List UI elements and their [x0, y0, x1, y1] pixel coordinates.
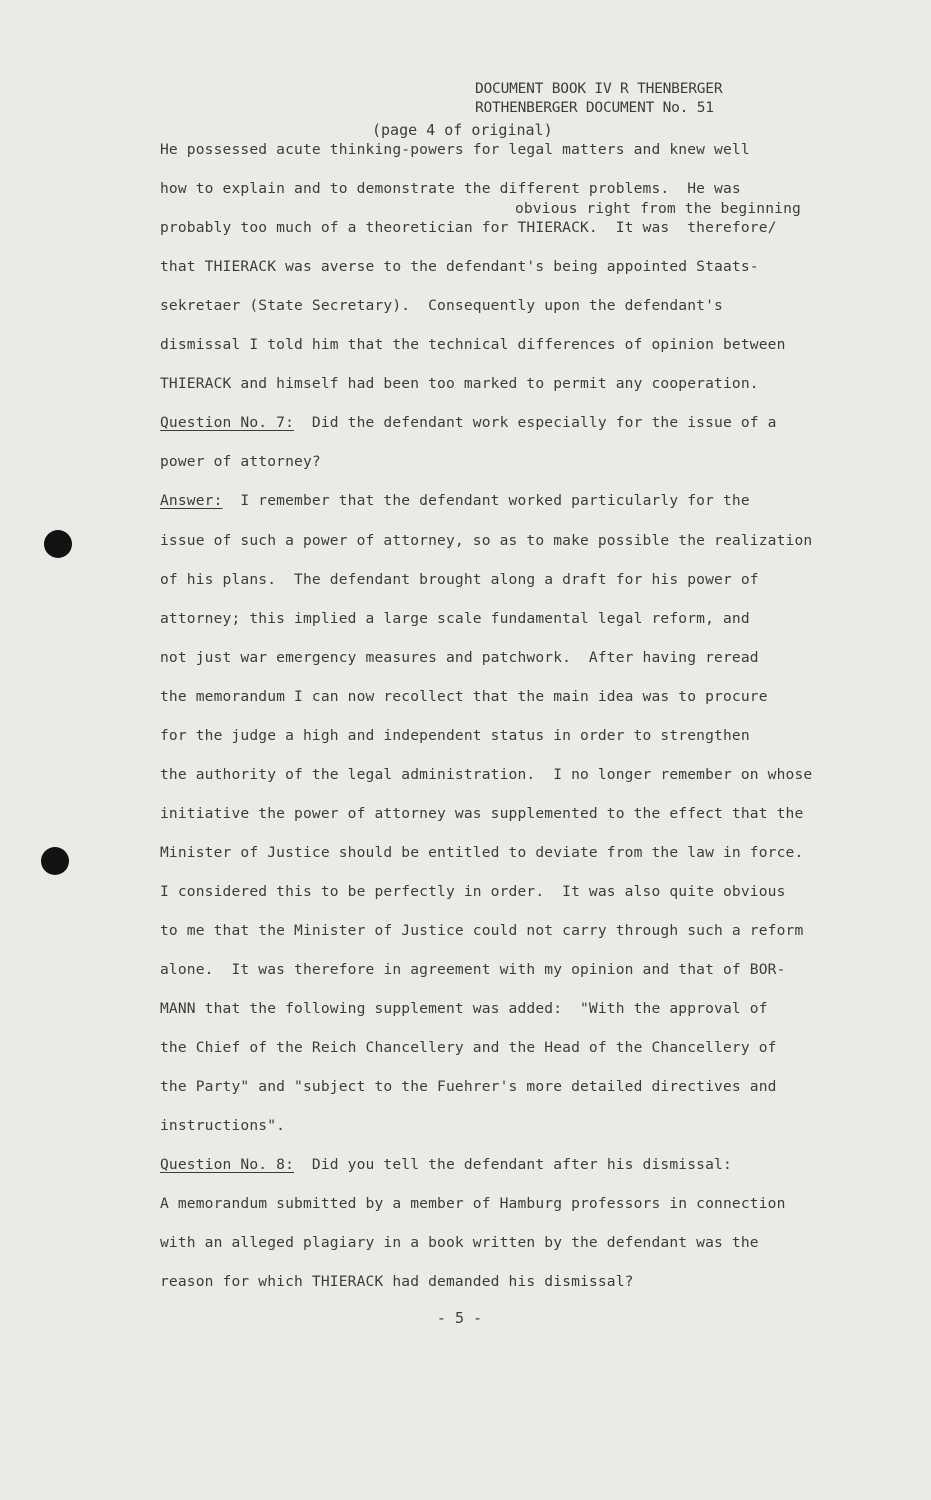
- body-line: [160, 922, 803, 939]
- body-line: [160, 571, 759, 588]
- line-text: issue of such a power of attorney, so as to make possible the realization: [160, 531, 813, 549]
- line-text: THIERACK and himself had been too marked to permit any cooperation.: [160, 375, 759, 393]
- line-text: A memorandum submitted by a member of Hamburg professors in connection: [160, 1195, 786, 1213]
- line-text: attorney; this implied a large scale fundamental legal reform, and: [160, 609, 750, 627]
- body-line: [160, 258, 759, 275]
- line-text: of his plans. The defendant brought along a draft for his power of: [160, 570, 759, 588]
- body-line: [160, 649, 759, 666]
- body-line: [160, 727, 750, 744]
- line-text: the Party" and "subject to the Fuehrer's more detailed directives and: [160, 1078, 777, 1096]
- line-text: reason for which THIERACK had demanded his dismissal?: [160, 1273, 634, 1291]
- line-text: Did you tell the defendant after his dismissal:: [294, 1156, 732, 1174]
- punch-hole-upper: [44, 530, 72, 558]
- body-line: [160, 1273, 634, 1290]
- body-line: [160, 1156, 732, 1173]
- line-text: the authority of the legal administration. I no longer remember on whose: [160, 765, 813, 783]
- body-line: [160, 1117, 285, 1134]
- line-text: how to explain and to demonstrate the different problems. He was: [160, 180, 741, 198]
- body-line: [160, 805, 803, 822]
- question-label: Question No. 8:: [160, 1156, 295, 1174]
- body-line: [160, 453, 321, 470]
- line-text: Did the defendant work especially for the issue of a: [294, 414, 777, 432]
- line-text: for the judge a high and independent status in order to strengthen: [160, 726, 750, 744]
- line-text: Minister of Justice should be entitled to deviate from the law in force.: [160, 843, 804, 861]
- body-line: [160, 492, 750, 509]
- page-number: - 5 -: [436, 1309, 483, 1327]
- body-line: [160, 1078, 777, 1095]
- body-line: [160, 688, 768, 705]
- line-text: I considered this to be perfectly in order. It was also quite obvious: [160, 882, 786, 900]
- body-line: [160, 414, 777, 431]
- body-line: [160, 1039, 777, 1056]
- interlinear-insertion: obvious right from the beginning: [515, 200, 801, 217]
- body-line: [160, 1195, 786, 1212]
- line-text: alone. It was therefore in agreement with my opinion and that of BOR-: [160, 961, 786, 979]
- question-label: Answer:: [160, 492, 223, 510]
- line-text: probably too much of a theoretician for THIERACK. It was therefore/: [160, 219, 777, 237]
- line-text: to me that the Minister of Justice could not carry through such a reform: [160, 922, 804, 939]
- body-line: [160, 844, 803, 861]
- body-line: [160, 1000, 768, 1017]
- body-line: [160, 883, 786, 900]
- line-text: sekretaer (State Secretary). Consequently upon the defendant's: [160, 297, 723, 315]
- header-line-2: ROTHENBERGER DOCUMENT No. 51: [475, 100, 714, 116]
- line-text: that THIERACK was averse to the defendant's being appointed Staats-: [160, 258, 759, 276]
- body-line: [160, 1234, 759, 1251]
- body-line: [160, 141, 750, 158]
- body-line: [160, 766, 812, 783]
- body-line: [160, 336, 786, 353]
- line-text: He possessed acute thinking-powers for legal matters and knew well: [160, 141, 750, 158]
- punch-hole-lower: [41, 847, 69, 875]
- line-text: initiative the power of attorney was supplemented to the effect that the: [160, 804, 804, 822]
- header-line-1: DOCUMENT BOOK IV R THENBERGER: [475, 81, 723, 97]
- body-line: [160, 375, 759, 392]
- body-line: [160, 180, 741, 197]
- line-text: dismissal I told him that the technical differences of opinion between: [160, 336, 786, 354]
- original-page-note: (page 4 of original): [372, 121, 553, 139]
- body-line: [160, 961, 786, 978]
- line-text: power of attorney?: [160, 453, 321, 471]
- line-text: the memorandum I can now recollect that the main idea was to procure: [160, 687, 768, 705]
- body-line: [160, 532, 812, 549]
- document-header: [475, 80, 722, 118]
- line-text: not just war emergency measures and patchwork. After having reread: [160, 648, 759, 666]
- line-text: with an alleged plagiary in a book written by the defendant was the: [160, 1234, 759, 1252]
- line-text: instructions".: [160, 1117, 286, 1135]
- line-text: I remember that the defendant worked particularly for the: [222, 492, 750, 510]
- body-line: [160, 610, 750, 627]
- line-text: MANN that the following supplement was added: "With the approval of: [160, 1000, 768, 1018]
- question-label: Question No. 7:: [160, 414, 295, 432]
- body-line: [160, 219, 777, 236]
- line-text: the Chief of the Reich Chancellery and the Head of the Chancellery of: [160, 1039, 777, 1057]
- body-line: [160, 297, 723, 314]
